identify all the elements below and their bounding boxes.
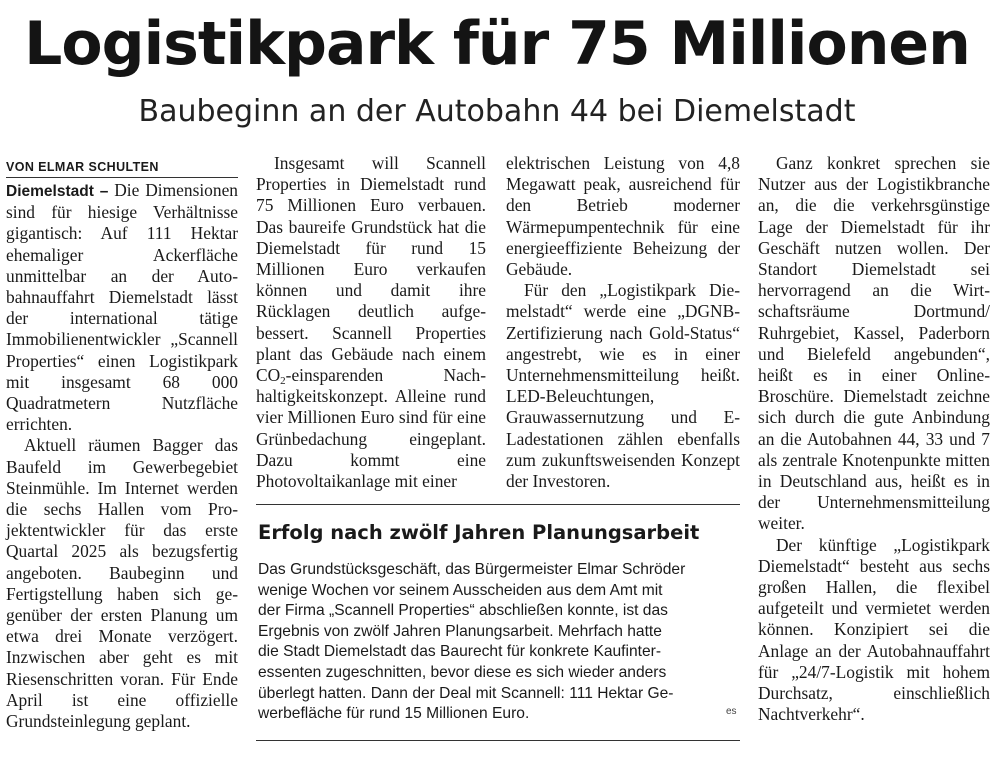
- box-line: die Stadt Diemelstadt das Baurecht für konkrete Kaufinter-: [258, 643, 662, 661]
- box-line: wenige Wochen vor seinem Ausscheiden aus dem Amt mit: [258, 581, 663, 599]
- box-line: essenten zugeschnitten, bevor diese es sich wieder anders: [258, 663, 667, 681]
- paragraph: [6, 180, 238, 435]
- box-top-rule: [256, 504, 740, 505]
- paragraph: [256, 153, 486, 492]
- paragraph: elektrischen Leistung von 4,8 Megawatt peak, ausreichend für den Betrieb moderner Wärmepumpentechnik für eine energieeffiziente Beheizung der Gebäude.: [506, 153, 740, 280]
- box-line: Das Grundstücksgeschäft, das Bürgermeister Elmar Schröder: [258, 561, 686, 578]
- author-signature: es: [726, 706, 737, 717]
- box-line: der Firma „Scannell Properties“ abschließen konnte, ist das: [258, 602, 668, 620]
- dateline: Diemelstadt –: [6, 183, 109, 200]
- paragraph-text: -einsparenden Nachhaltigkeitskonzept. Alleine rund vier Millionen Euro sind für eine Grünbedachung eingeplant. Dazu kommt eine Photovoltaikanlage mit einer: [256, 365, 486, 492]
- box-line: überlegt hatten. Dann der Deal mit Scannell: 111 Hektar Ge-: [258, 684, 674, 702]
- byline: VON ELMAR SCHULTEN: [6, 160, 159, 174]
- box-line: Ergebnis von zwölf Jahren Planungsarbeit. Mehrfach hatte: [258, 622, 662, 640]
- box-bottom-rule: [256, 740, 740, 741]
- paragraph-text: Insgesamt will Scannell Properties in Diemelstadt rund 75 Millionen Euro verbauen. Das baureife Grundstück hat die Diemelstadt für rund 15 Millionen Euro verkaufen können und damit ihre Rücklagen deutlich aufgebessert. Scannell Properties plant das Gebäude nach einem CO: [256, 153, 486, 386]
- column-1: [6, 180, 238, 732]
- paragraph: Der künftige „Logistikpark Diemelstadt“ besteht aus sechs großen Hallen, die flexibel aufgeteilt und vermietet werden können. Konzipiert sei die Anlage an der Autobahnauffahrt für „24/7-Logistik mit hohem Durchsatz, einschließlich Nachtverkehr“.: [758, 534, 990, 725]
- paragraph: Ganz konkret sprechen sie Nutzer aus der Logistikbranche an, die die verkehrsgünstige Lage der Diemelstadt für ihr Geschäft nutzen wollen. Der Standort Diemelstadt sei hervorragend an die Wirtschaftsräume Dortmund/ Ruhrgebiet, Kassel, Paderborn und Bielefeld angebunden“, heißt es in einer Online-Broschüre. Diemelstadt zeichne sich durch die gute Anbindung an die Autobahnen 44, 33 und 7 als zentrale Knotenpunkte mitten in Deutschland aus, heißt es in der Unternehmensmitteilung weiter.: [758, 153, 990, 534]
- byline-rule: [6, 177, 238, 178]
- paragraph-text: Die Dimensionen sind für hiesige Verhältnisse gigantisch: Auf 111 Hektar ehemaliger Ackerfläche unmittelbar an der Autobahnauffahrt Diemelstadt lässt der international tätige Immobilienentwickler „Scannell Properties“ einen Logistikpark mit insgesamt 68 000 Quadratmetern Nutzfläche errichten.: [6, 180, 238, 435]
- paragraph: Für den „Logistikpark Diemelstadt“ werde eine „DGNB-Zertifizierung nach Gold-Status“ angestrebt, wie es in einer Unternehmensmitteilung heißt. LED-Beleuchtungen, Grauwassernutzung und E-Ladestationen zählen ebenfalls zum zukunftsweisenden Konzept der Investoren.: [506, 280, 740, 492]
- subheadline: Baubeginn an der Autobahn 44 bei Diemelstadt: [138, 94, 856, 129]
- headline: Logistikpark für 75 Millionen: [24, 9, 970, 79]
- paragraph: Aktuell räumen Bagger das Baufeld im Gewerbegebiet Steinmühle. Im Internet werden die sechs Hallen vom Projektentwickler für das erste Quartal 2025 als bezugsfertig angeboten. Baubeginn und Fertigstellung haben sich gegenüber der ersten Planung um etwa drei Monate verzögert. Inzwischen aber geht es mit Riesenschritten voran. Für Ende April ist eine offizielle Grundsteinlegung geplant.: [6, 435, 238, 732]
- box-text: [258, 560, 742, 725]
- column-2: [256, 153, 486, 492]
- box-title: Erfolg nach zwölf Jahren Planungsarbeit: [258, 521, 700, 544]
- box-line: werbefläche für rund 15 Millionen Euro.: [258, 705, 530, 723]
- column-4: [758, 153, 990, 725]
- column-3: [506, 153, 740, 492]
- subscript: 2: [280, 375, 286, 388]
